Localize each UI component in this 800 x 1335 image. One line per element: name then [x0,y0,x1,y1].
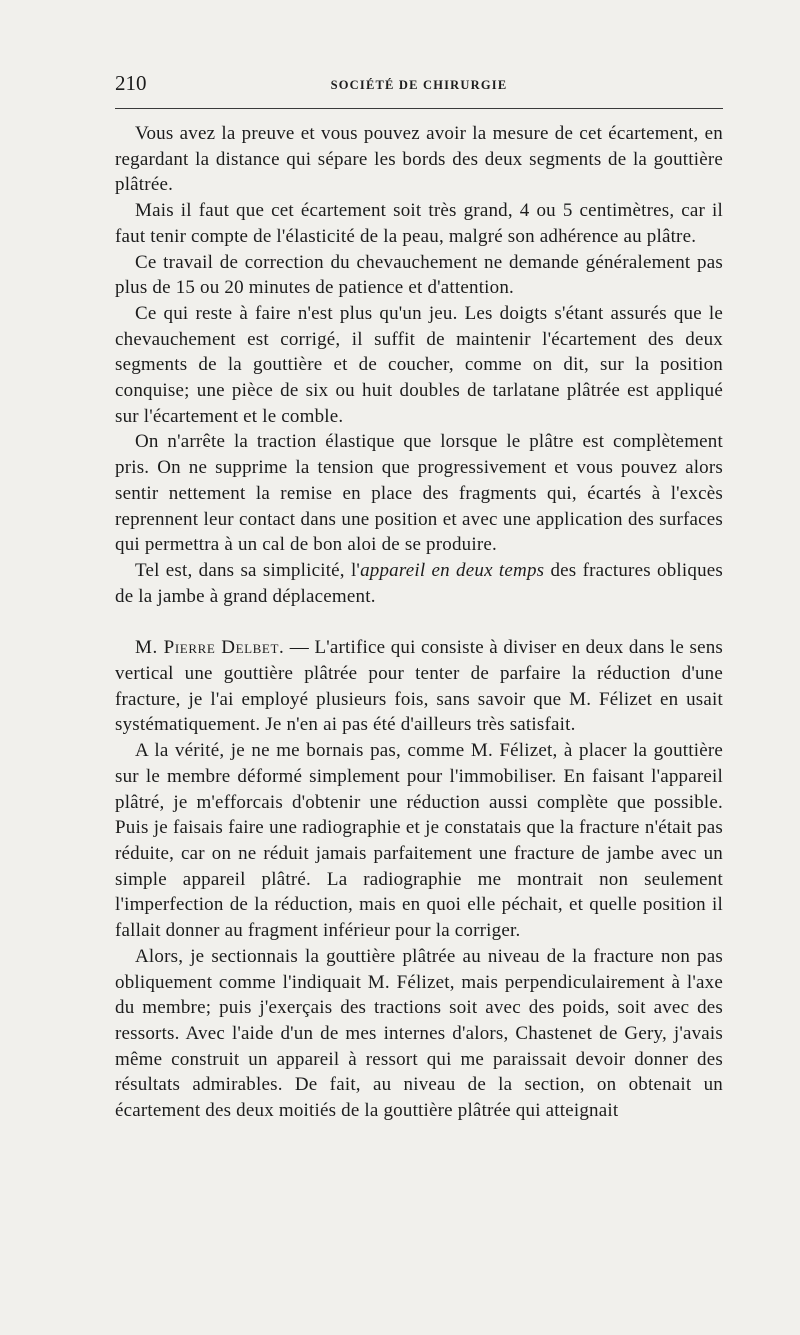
running-head: SOCIÉTÉ DE CHIRURGIE [330,78,508,92]
tel-est-italic: appareil en deux temps [360,559,545,581]
delbet-text: — L'artifice qui consiste à diviser en deux dans le sens vertical une gouttière plâtrée pour tenter de parfaire la réduction d'une fracture, je l'ai employé plusieurs fois, sans savoir que M. Félizet en usait systématiquement. Je n'en ai pas été d'ailleurs très satisfait. [115,637,723,736]
paragraph: Alors, je sectionnais la gouttière plâtrée au niveau de la fracture non pas obliquement comme l'indiquait M. Félizet, mais perpendiculairement à l'axe du membre; puis j'exerçais des tractions soit avec des poids, soit avec des ressorts. Avec l'aide d'un de mes internes d'alors, Chastenet de Gery, j'avais même construit un appareil à ressort qui me paraissait devoir donner des résultats admirables. De fait, au niveau de la section, on obtenait un écartement des deux moitiés de la gouttière plâtrée qui atteignait [115,945,723,1122]
speaker-name: M. Pierre Delbet. [135,637,285,659]
page-number: 210 [115,71,147,95]
header-rule [115,108,723,109]
paragraph: Ce qui reste à faire n'est plus qu'un jeu. Les doigts s'étant assurés que le chevauchement est corrigé, il suffit de maintenir l'écartement des deux segments de la gouttière et de coucher, comme on dit, sur la position conquise; une pièce de six ou huit doubles de tarlatane plâtrée est appliqué sur l'écartement et le comble. [115,302,723,427]
page-header [115,68,723,98]
tel-est-before: Tel est, dans sa simplicité, l' [135,559,361,581]
book-page [115,68,723,1124]
paragraph: A la vérité, je ne me bornais pas, comme M. Félizet, à placer la gouttière sur le membre déformé simplement pour l'immobiliser. En faisant l'appareil plâtré, je m'efforcais d'obtenir une réduction aussi complète que possible. Puis je faisais faire une radiographie et je constatais que la fracture n'était pas réduite, car on ne réduit jamais parfaitement une fracture de jambe avec un simple appareil plâtré. La radiographie me montrait non seulement l'imperfection de la réduction, mais en quoi elle péchait, et quelle position il fallait donner au fragment inférieur pour la corriger. [115,740,723,942]
paragraph: Vous avez la preuve et vous pouvez avoir la mesure de cet écartement, en regardant la distance qui sépare les bords des deux segments de la gouttière plâtrée. [115,123,723,196]
tel-est-after: des fractures obliques de la jambe à grand déplacement. [115,559,723,607]
section-gap [115,609,723,635]
paragraph: Ce travail de correction du chevauchement ne demande généralement pas plus de 15 ou 20 minutes de patience et d'attention. [115,251,723,299]
paragraph: Mais il faut que cet écartement soit très grand, 4 ou 5 centimètres, car il faut tenir compte de l'élasticité de la peau, malgré son adhérence au plâtre. [115,200,723,247]
paragraph-delbet [115,635,723,738]
paragraph: On n'arrête la traction élastique que lorsque le plâtre est complètement pris. On ne supprime la tension que progressivement et vous pouvez alors sentir nettement la remise en place des fragments qui, écartés à l'excès reprennent leur contact dans une position et avec une application des surfaces qui permettra à un cal de bon aloi de se produire. [115,431,723,556]
body-text [115,121,723,1124]
paragraph-tel-est [115,558,723,609]
